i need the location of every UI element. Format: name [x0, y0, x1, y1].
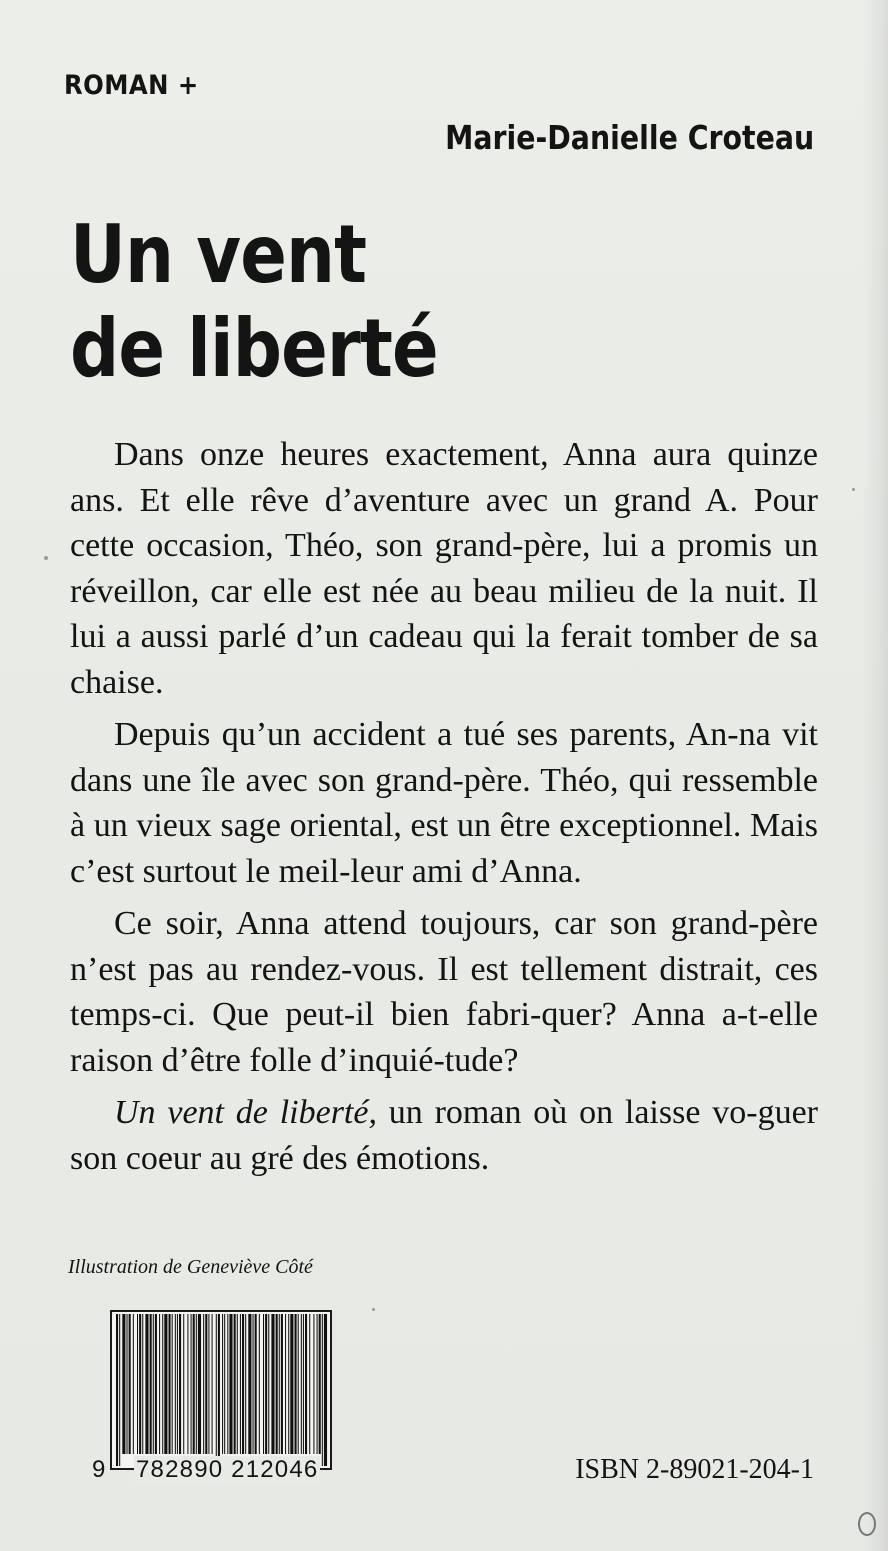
- barcode-bar: [159, 1314, 160, 1454]
- barcode-bar: [224, 1314, 225, 1454]
- series-label: ROMAN +: [64, 70, 199, 101]
- barcode-bar: [137, 1314, 138, 1454]
- blurb-title-reference: Un vent de liberté,: [114, 1094, 377, 1131]
- barcode-bar: [119, 1314, 120, 1466]
- barcode-first-digit: 9: [92, 1456, 106, 1483]
- barcode-bar: [222, 1314, 223, 1454]
- barcode-bar: [169, 1314, 171, 1454]
- author-name: Marie-Danielle Croteau: [444, 118, 814, 157]
- barcode-bar: [205, 1314, 207, 1454]
- barcode-bar: [122, 1314, 125, 1454]
- barcode-bar: [229, 1314, 232, 1454]
- barcode-bar: [145, 1314, 148, 1454]
- barcode-bar: [248, 1314, 251, 1454]
- barcode-bar: [129, 1314, 131, 1454]
- barcode-bar: [253, 1314, 254, 1454]
- barcode-bar: [116, 1314, 118, 1466]
- back-cover-blurb: [70, 432, 818, 1188]
- barcode-bar: [319, 1314, 321, 1454]
- paper-speck: [44, 556, 48, 560]
- barcode-bar: [309, 1314, 310, 1454]
- barcode-bar: [303, 1314, 304, 1454]
- barcode-bar: [259, 1314, 260, 1454]
- barcode-bar: [162, 1314, 163, 1454]
- barcode-bar: [172, 1314, 173, 1454]
- paper-speck: [852, 488, 855, 491]
- barcode-bar: [268, 1314, 269, 1454]
- corner-logo-mark: [858, 1512, 876, 1536]
- barcode-bar: [183, 1314, 184, 1454]
- blurb-paragraph-1: Dans onze heures exactement, Anna aura quinze ans. Et elle rêve d’aventure avec un grand A. Pour cette occasion, Théo, son grand-père, lui a promis un réveillon, car elle est née au beau milieu de la nuit. Il lui a aussi parlé d’un cadeau qui la ferait tomber de sa chaise.: [70, 436, 818, 701]
- barcode-bar: [324, 1314, 327, 1466]
- barcode-bar: [164, 1314, 167, 1454]
- barcode-bar: [265, 1314, 267, 1454]
- barcode-bar: [317, 1314, 318, 1454]
- barcode-bar: [133, 1314, 134, 1454]
- barcode-bar: [127, 1314, 128, 1454]
- illustration-credit: Illustration de Geneviève Côté: [68, 1256, 313, 1278]
- barcode-bar: [155, 1314, 157, 1454]
- barcode-bar: [255, 1314, 257, 1454]
- barcode-bar: [142, 1314, 143, 1454]
- barcode-bar: [305, 1314, 307, 1454]
- barcode-bar: [322, 1314, 323, 1466]
- barcode-bar: [203, 1314, 204, 1454]
- barcode-bar: [153, 1314, 154, 1454]
- blurb-paragraph-3: Ce soir, Anna attend toujours, car son grand-père n’est pas au rendez-vous. Il est tellement distrait, ces temps-ci. Que peut-il bien fabri-quer? Anna a-t-elle raison d’être folle d’inquié-tude?: [70, 905, 818, 1079]
- barcode-bar: [240, 1314, 241, 1454]
- ean-barcode: [92, 1310, 338, 1498]
- barcode-bar: [208, 1314, 209, 1454]
- barcode-bar: [187, 1314, 188, 1454]
- barcode-bar: [288, 1314, 289, 1454]
- barcode-bar: [196, 1314, 197, 1454]
- barcode-bar: [216, 1314, 217, 1466]
- barcode-bar: [227, 1314, 228, 1454]
- paper-speck: [372, 1308, 375, 1311]
- barcode-bar: [263, 1314, 264, 1454]
- barcode-bar: [242, 1314, 244, 1454]
- barcode-bar: [313, 1314, 314, 1454]
- barcode-bar: [218, 1314, 220, 1466]
- barcode-bar: [237, 1314, 238, 1454]
- barcode-bar: [245, 1314, 246, 1454]
- blurb-paragraph-4-text: un roman où on laisse vo-guer son coeur au gré des émotions.: [70, 1094, 818, 1177]
- book-title-line-1: Un vent: [70, 208, 367, 301]
- barcode-bar: [175, 1314, 176, 1454]
- barcode-bar: [177, 1314, 178, 1454]
- barcode-bar: [193, 1314, 195, 1454]
- book-title: [70, 208, 438, 396]
- barcode-bar: [271, 1314, 274, 1454]
- barcode-bar: [191, 1314, 192, 1454]
- barcode-bar: [285, 1314, 286, 1454]
- barcode-bar: [281, 1314, 283, 1454]
- isbn-number: ISBN 2-89021-204-1: [575, 1454, 814, 1485]
- book-title-line-2: de liberté: [70, 302, 438, 395]
- barcode-bar: [139, 1314, 141, 1454]
- barcode-bar: [198, 1314, 201, 1454]
- barcode-bar: [150, 1314, 152, 1454]
- barcode-digits: 782890 212046: [136, 1456, 319, 1483]
- barcode-bars: [114, 1314, 328, 1466]
- blurb-paragraph-4: [70, 1090, 818, 1181]
- barcode-bar: [179, 1314, 181, 1454]
- barcode-bar: [295, 1314, 297, 1454]
- barcode-bar: [276, 1314, 278, 1454]
- cover-edge-shadow: [862, 0, 888, 1551]
- barcode-bar: [290, 1314, 293, 1454]
- barcode-bar: [298, 1314, 299, 1454]
- barcode-bar: [212, 1314, 213, 1454]
- blurb-paragraph-2: Depuis qu’un accident a tué ses parents, An-na vit dans une île avec son grand-père. Théo, qui ressemble à un vieux sage oriental, est un être exceptionnel. Mais c’est surtout le meil-leur ami d’Anna.: [70, 716, 818, 890]
- barcode-bar: [301, 1314, 302, 1454]
- barcode-bar: [279, 1314, 280, 1454]
- barcode-bar: [234, 1314, 236, 1454]
